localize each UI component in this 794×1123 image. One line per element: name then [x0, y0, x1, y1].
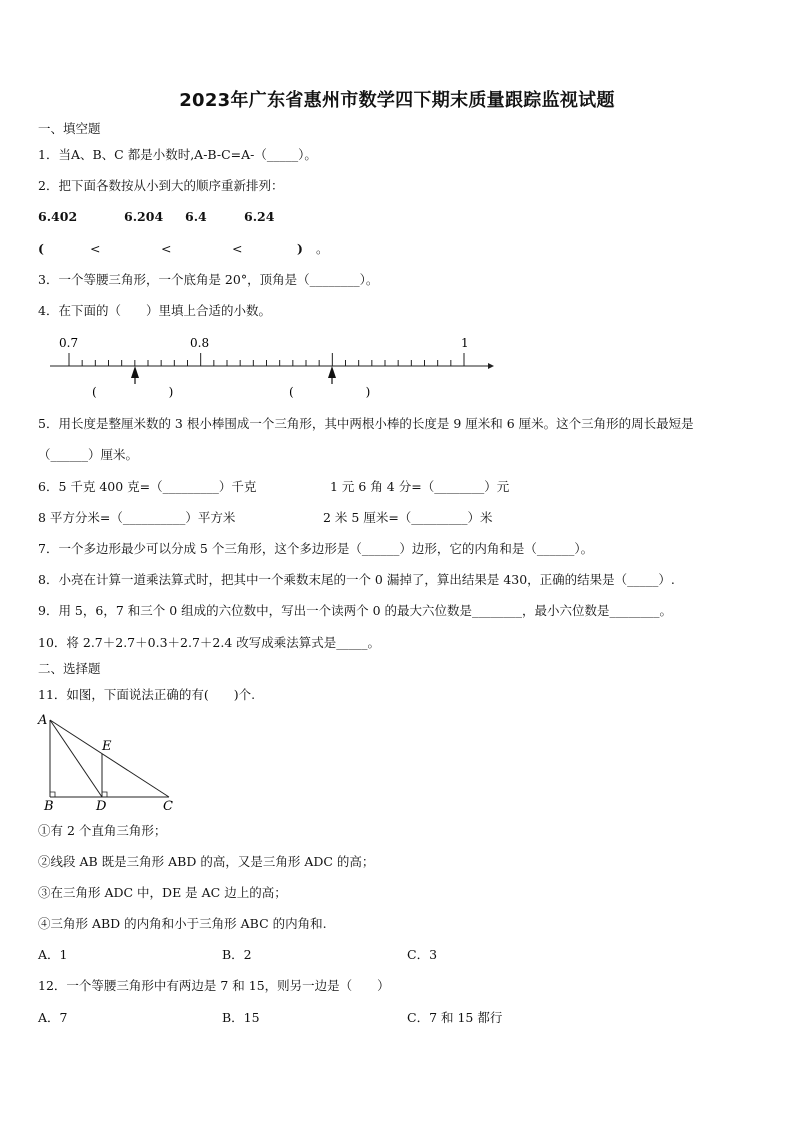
q12-option-a: A．7: [38, 1010, 68, 1025]
q2-number-2: 6.204: [124, 209, 164, 224]
q2-less-than-3: <: [232, 241, 243, 256]
q2-period: 。: [316, 241, 329, 256]
question-7: 7．一个多边形最少可以分成 5 个三角形，这个多边形是（______）边形，它的内角和是（______）。: [38, 541, 594, 556]
q2-number-4: 6.24: [244, 209, 275, 224]
question-3: 3．一个等腰三角形，一个底角是 20°，顶角是（________）。: [38, 272, 379, 287]
q2-number-3: 6.4: [185, 209, 207, 224]
q11-statement-4: ④三角形 ABD 的内角和小于三角形 ABC 的内角和.: [38, 916, 327, 931]
question-6-d: 2 米 5 厘米=（_________）米: [323, 510, 493, 525]
segment-ad: [50, 720, 102, 797]
segment-ac: [50, 720, 169, 797]
q11-statement-2: ②线段 AB 既是三角形 ABD 的高，又是三角形 ADC 的高；: [38, 854, 375, 869]
number-line-label-0-8: 0.8: [190, 336, 210, 350]
right-angle-mark-b: [50, 792, 55, 797]
question-6-b: 1 元 6 角 4 分=（________）元: [330, 479, 510, 494]
section-heading-multiple-choice: 二、选择题: [38, 661, 101, 676]
vertex-label-c: C: [163, 799, 173, 814]
q2-number-1: 6.402: [38, 209, 78, 224]
question-5-line-1: 5．用长度是整厘米数的 3 根小棒围成一个三角形，其中两根小棒的长度是 9 厘米和 6 厘米。这个三角形的周长最短是: [38, 416, 694, 431]
question-11: 11．如图，下面说法正确的有( )个.: [38, 687, 256, 702]
section-heading-fill-blank: 一、填空题: [38, 121, 101, 136]
q11-option-b: B．2: [222, 947, 252, 962]
q11-statement-1: ①有 2 个直角三角形；: [38, 823, 167, 838]
number-line-blank-1: ( ): [92, 385, 174, 399]
number-line: [40, 332, 500, 402]
question-1: 1．当A、B、C 都是小数时,A-B-C=A-（_____）。: [38, 147, 317, 162]
number-line-arrowhead: [488, 363, 494, 369]
vertex-label-e: E: [102, 739, 112, 754]
number-line-label-1: 1: [461, 336, 469, 350]
right-angle-mark-d: [102, 792, 107, 797]
question-10: 10．将 2.7＋2.7＋0.3＋2.7＋2.4 改写成乘法算式是_____。: [38, 635, 380, 650]
q11-option-a: A．1: [38, 947, 68, 962]
triangle-figure: [36, 710, 186, 814]
number-line-blank-2: ( ): [289, 385, 371, 399]
q12-option-c: C．7 和 15 都行: [407, 1010, 503, 1025]
q2-open-paren: (: [38, 241, 44, 256]
q11-statement-3: ③在三角形 ADC 中，DE 是 AC 边上的高；: [38, 885, 287, 900]
q2-less-than-1: <: [90, 241, 101, 256]
vertex-label-a: A: [38, 713, 48, 728]
vertex-label-b: B: [44, 799, 54, 814]
q2-close-paren: ): [297, 241, 303, 256]
question-9: 9．用 5，6，7 和三个 0 组成的六位数中，写出一个读两个 0 的最大六位数是________，最小六位数是________。: [38, 603, 673, 618]
number-line-ticks: [69, 353, 464, 366]
question-6-c: 8 平方分米=（__________）平方米: [38, 510, 236, 525]
question-6-a: 6．5 千克 400 克=（_________）千克: [38, 479, 257, 494]
question-4: 4．在下面的（ ）里填上合适的小数。: [38, 303, 271, 318]
question-5-line-2: （______）厘米。: [38, 447, 139, 462]
number-line-label-0-7: 0.7: [59, 336, 79, 350]
page-title: 2023年广东省惠州市数学四下期末质量跟踪监视试题: [179, 90, 615, 111]
q12-option-b: B．15: [222, 1010, 260, 1025]
q11-option-c: C．3: [407, 947, 438, 962]
question-2: 2．把下面各数按从小到大的顺序重新排列：: [38, 178, 284, 193]
question-8: 8．小亮在计算一道乘法算式时，把其中一个乘数末尾的一个 0 漏掉了，算出结果是 430，正确的结果是（_____）.: [38, 572, 675, 587]
vertex-label-d: D: [96, 799, 107, 814]
q2-less-than-2: <: [161, 241, 172, 256]
question-12: 12．一个等腰三角形中有两边是 7 和 15，则另一边是（ ）: [38, 978, 390, 993]
